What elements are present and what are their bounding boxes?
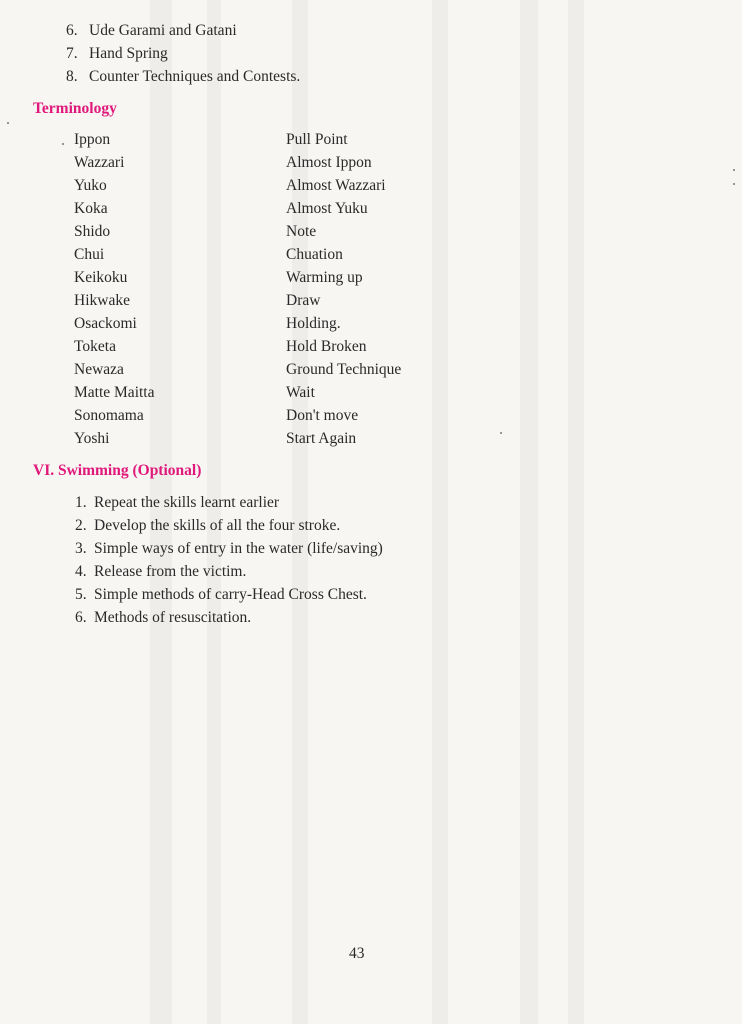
term-japanese: Matte Maitta [74,384,155,401]
term-japanese: Toketa [74,338,116,355]
term-meaning: Holding. [286,315,341,332]
term-meaning: Draw [286,292,321,309]
scan-stripe [520,0,538,1024]
list-item [75,517,340,535]
item-text: Release from the victim. [94,563,247,580]
terminology-heading: Terminology [33,100,117,117]
scan-stripe [150,0,172,1024]
item-text: Ude Garami and Gatani [89,22,237,39]
item-number: 6. [66,22,78,39]
swimming-heading: VI. Swimming (Optional) [33,462,202,479]
term-japanese: Koka [74,200,108,217]
list-item [75,540,383,558]
scan-speck [733,169,735,171]
term-japanese: Shido [74,223,111,240]
term-japanese: Chui [74,246,105,263]
item-number: 7. [66,45,78,62]
term-meaning: Chuation [286,246,343,263]
term-meaning: Don't move [286,407,359,424]
term-meaning: Start Again [286,430,357,447]
scan-stripe [207,0,221,1024]
item-text: Methods of resuscitation. [94,609,252,626]
item-text: Repeat the skills learnt earlier [94,494,280,511]
item-text: Develop the skills of all the four stroke. [94,517,341,534]
term-japanese: Osackomi [74,315,137,332]
term-meaning: Note [286,223,317,240]
scan-speck [500,432,502,434]
term-meaning: Ground Technique [286,361,402,378]
list-item [75,586,367,604]
term-meaning: Warming up [286,269,363,286]
scan-speck [733,183,735,185]
item-text: Counter Techniques and Contests. [89,68,301,85]
list-item [75,494,279,512]
scan-stripe [568,0,584,1024]
term-meaning: Wait [286,384,315,401]
item-text: Simple ways of entry in the water (life/saving) [94,540,383,557]
term-japanese: Sonomama [74,407,144,424]
item-number: 4. [75,563,87,580]
page-number: 43 [349,945,365,962]
term-japanese: Hikwake [74,292,130,309]
list-item [75,609,251,627]
term-japanese: Ippon [74,131,111,148]
list-item [66,45,168,63]
item-number: 3. [75,540,87,557]
list-item [66,22,237,40]
list-item [75,563,246,581]
item-number: 5. [75,586,87,603]
item-number: 1. [75,494,87,511]
scan-stripe [432,0,448,1024]
term-japanese: Yuko [74,177,107,194]
term-japanese: Keikoku [74,269,128,286]
term-japanese: Yoshi [74,430,110,447]
term-meaning: Almost Yuku [286,200,368,217]
term-meaning: Pull Point [286,131,348,148]
list-item [66,68,300,86]
term-meaning: Almost Wazzari [286,177,386,194]
term-japanese: Wazzari [74,154,125,171]
item-text: Hand Spring [89,45,168,62]
term-meaning: Almost Ippon [286,154,372,171]
term-meaning: Hold Broken [286,338,367,355]
term-japanese: Newaza [74,361,124,378]
item-number: 2. [75,517,87,534]
scan-speck [7,122,9,124]
scan-speck [62,143,64,145]
item-text: Simple methods of carry-Head Cross Chest. [94,586,367,603]
item-number: 6. [75,609,87,626]
item-number: 8. [66,68,78,85]
